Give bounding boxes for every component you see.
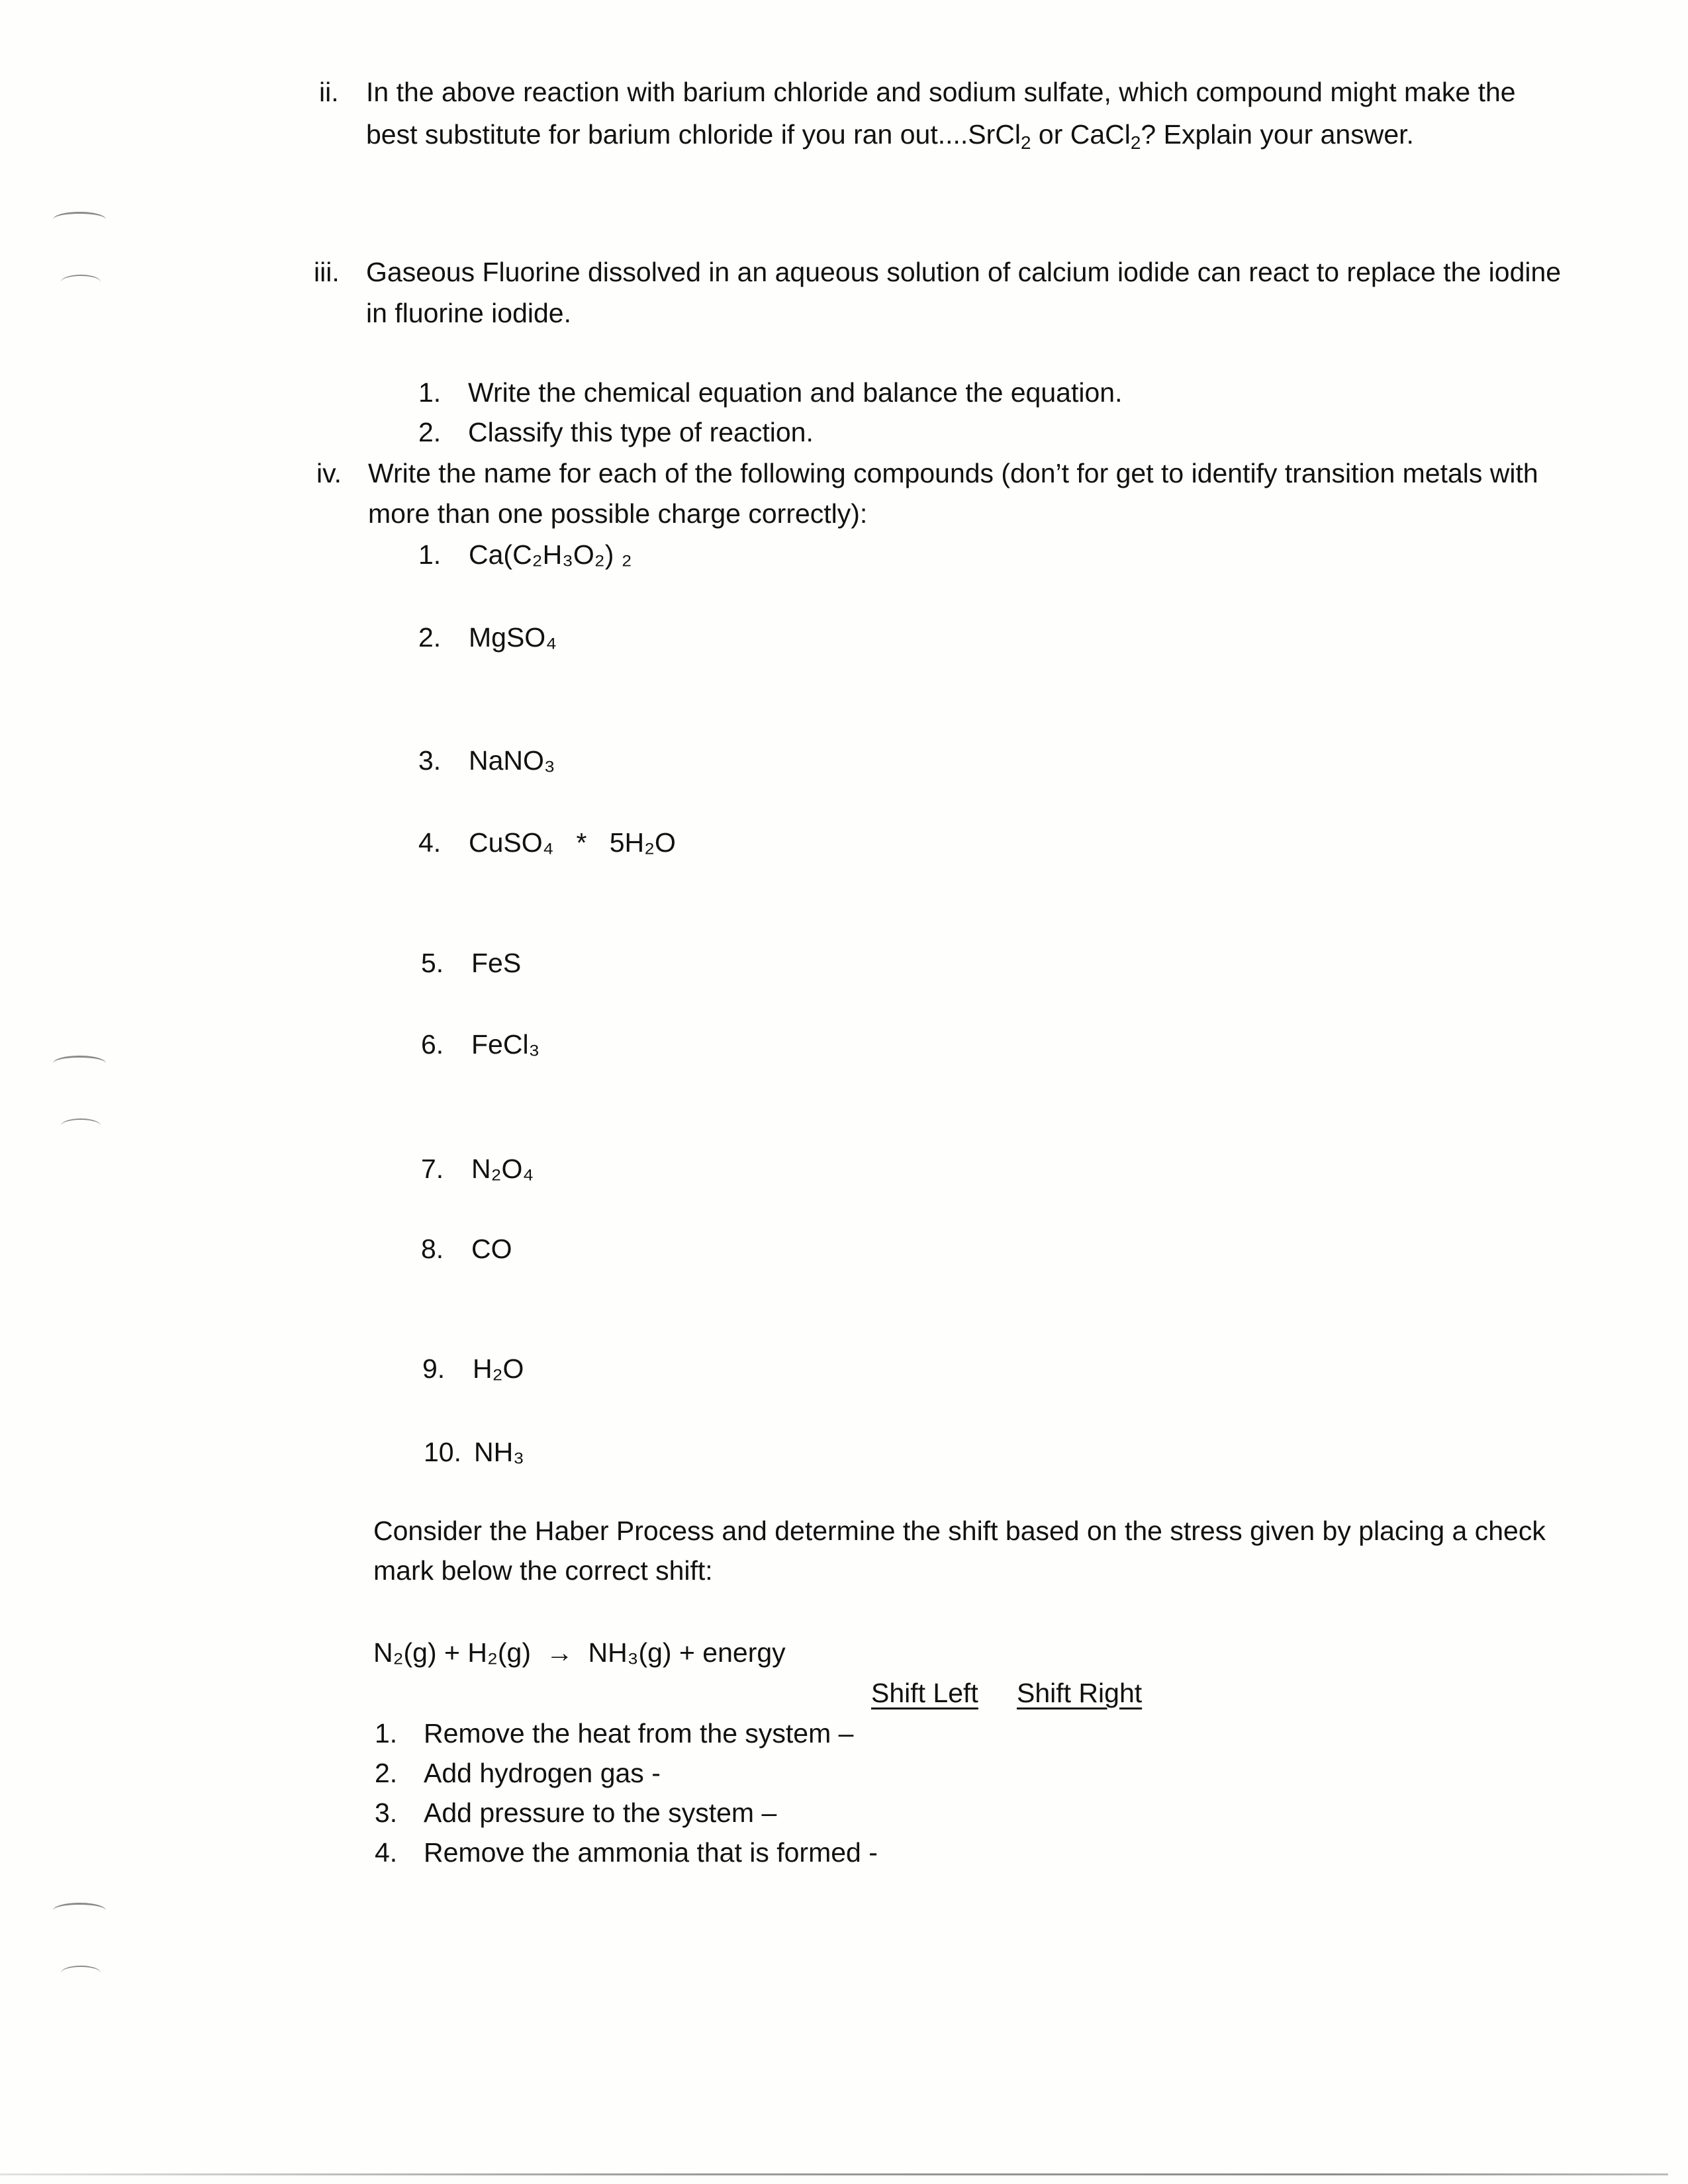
- compound-number: 1.: [418, 539, 442, 570]
- compound-number: 5.: [421, 948, 444, 978]
- compound-formula: N₂O₄: [471, 1154, 534, 1184]
- compound-formula: Ca(C₂H₃O₂) ₂: [469, 539, 632, 570]
- compound-number: 8.: [421, 1234, 444, 1264]
- compound-formula: NaNO₃: [469, 745, 555, 776]
- compound-formula: NH₃: [474, 1437, 524, 1467]
- stress-text: Remove the ammonia that is formed -: [424, 1837, 878, 1868]
- compound-number: 4.: [418, 827, 442, 858]
- compound-formula: FeCl₃: [471, 1029, 540, 1060]
- question-numeral: iv.: [316, 458, 342, 488]
- question-numeral: ii.: [319, 77, 339, 107]
- compound-number: 9.: [422, 1353, 445, 1384]
- compound-number: 2.: [418, 622, 442, 653]
- subtask-number: 1.: [418, 377, 442, 408]
- haber-intro-line: mark below the correct shift:: [373, 1555, 713, 1586]
- stress-text: Add hydrogen gas -: [424, 1758, 661, 1788]
- question-text-line: in fluorine iodide.: [366, 298, 571, 328]
- shift-left-header: Shift Left: [871, 1678, 978, 1708]
- question-text-line: more than one possible charge correctly):: [368, 498, 868, 529]
- stress-text: Remove the heat from the system –: [424, 1718, 854, 1749]
- question-numeral: iii.: [314, 257, 340, 287]
- subtask-number: 2.: [418, 417, 442, 447]
- compound-formula: MgSO₄: [469, 622, 557, 653]
- compound-formula: CuSO₄ * 5H₂O: [469, 827, 676, 858]
- stress-number: 1.: [375, 1718, 398, 1749]
- compound-formula: H₂O: [473, 1353, 524, 1384]
- compound-number: 3.: [418, 745, 442, 776]
- stress-number: 3.: [375, 1797, 398, 1828]
- question-text-line: best substitute for barium chloride if you ran out....SrCl$_2$ or CaCl$_2$? Explain your answer.: [366, 119, 1414, 153]
- compound-number: 7.: [421, 1154, 444, 1184]
- subtask-text: Classify this type of reaction.: [468, 417, 814, 447]
- stress-text: Add pressure to the system –: [424, 1797, 777, 1828]
- compound-formula: FeS: [471, 948, 522, 978]
- stress-number: 2.: [375, 1758, 398, 1788]
- page-bottom-edge: [0, 2173, 1668, 2175]
- subtask-text: Write the chemical equation and balance the equation.: [468, 377, 1123, 408]
- compound-number: 10.: [424, 1437, 461, 1467]
- stress-number: 4.: [375, 1837, 398, 1868]
- compound-number: 6.: [421, 1029, 444, 1060]
- shift-right-header: Shift Right: [1017, 1678, 1143, 1708]
- question-text-line: Gaseous Fluorine dissolved in an aqueous solution of calcium iodide can react to replace the iodine: [366, 257, 1562, 287]
- question-text-line: In the above reaction with barium chloride and sodium sulfate, which compound might make the: [366, 77, 1516, 107]
- question-text-line: Write the name for each of the following compounds (don’t for get to identify transition metals with: [368, 458, 1538, 488]
- haber-intro-line: Consider the Haber Process and determine the shift based on the stress given by placing a check: [373, 1516, 1546, 1546]
- haber-equation: N₂(g) + H₂(g) → NH₃(g) + energy: [373, 1637, 786, 1668]
- compound-formula: CO: [471, 1234, 512, 1264]
